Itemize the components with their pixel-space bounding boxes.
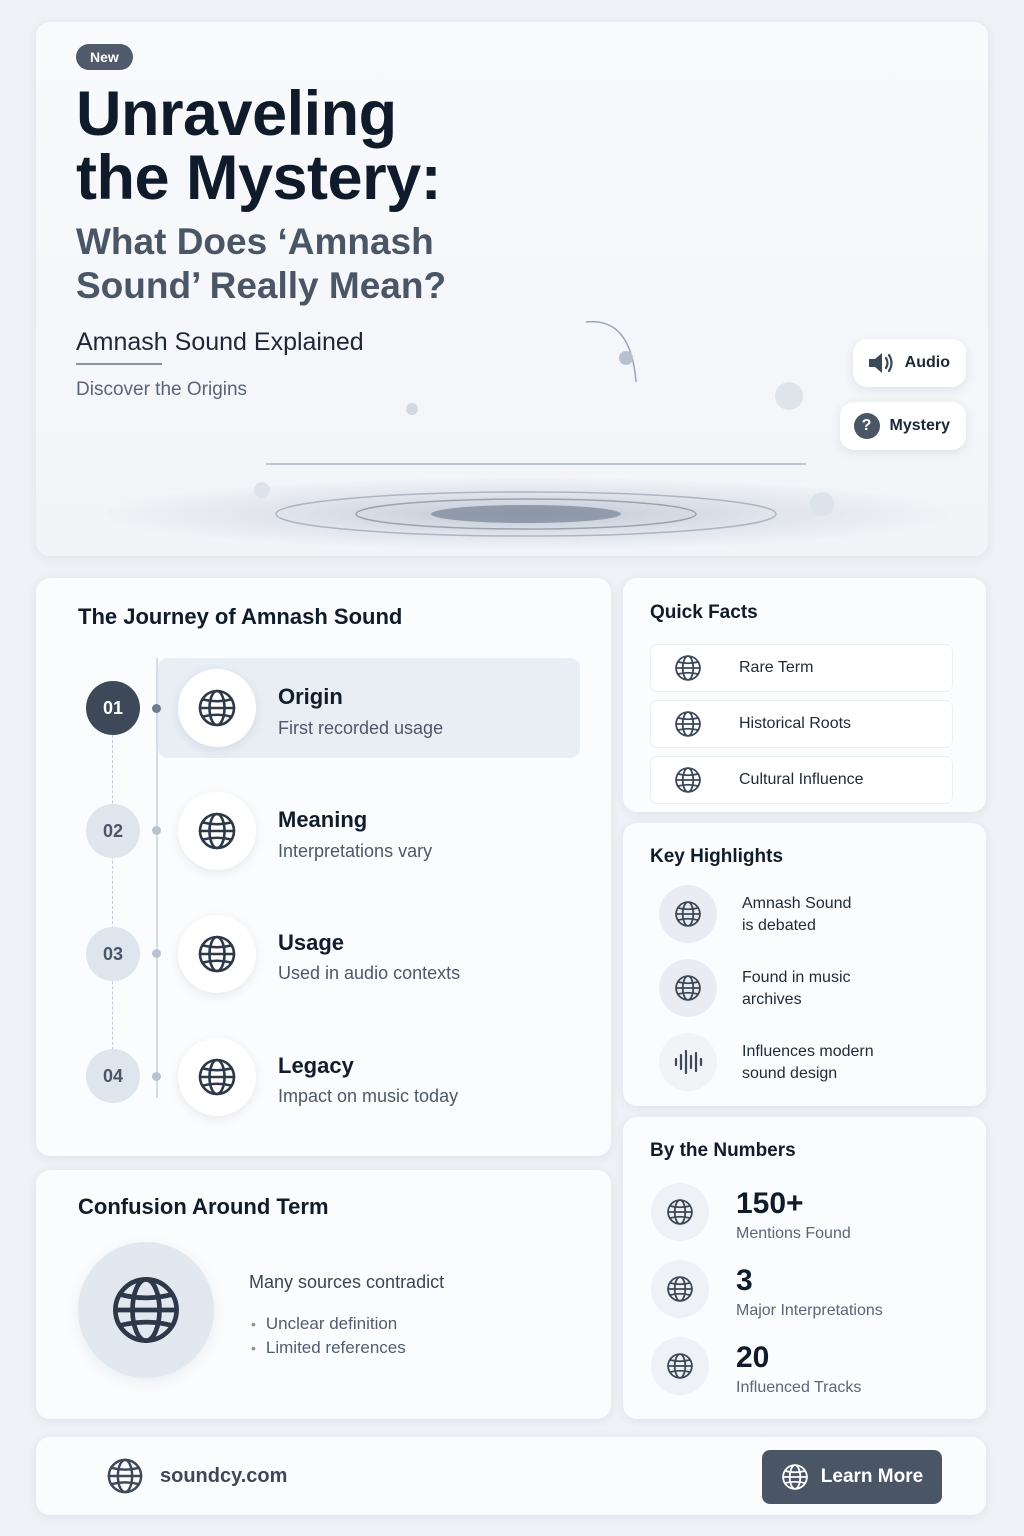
journey-card [36, 578, 611, 1156]
quick-facts-card [623, 578, 986, 812]
globe-icon [781, 1463, 809, 1491]
highlight-item [653, 1031, 953, 1093]
step-desc-meaning: Interpretations vary [278, 841, 433, 861]
new-badge: New [76, 44, 133, 70]
highlight-line: Found in music [742, 969, 851, 986]
highlight-line: Amnash Sound [742, 895, 852, 912]
globe-icon [178, 1038, 256, 1116]
step-desc-legacy: Impact on music today [278, 1086, 459, 1106]
page-title [76, 79, 442, 213]
step-title-meaning: Meaning [278, 807, 368, 832]
quick-facts-title: Quick Facts [650, 602, 758, 623]
fact-item[interactable] [650, 700, 953, 748]
globe-icon [659, 959, 717, 1017]
step-number-04[interactable]: 04 [86, 1049, 140, 1103]
confusion-heading: Many sources contradict [249, 1272, 445, 1292]
list-item: • Limited references [251, 1336, 406, 1360]
step-title-origin: Origin [278, 684, 343, 709]
confusion-title: Confusion Around Term [78, 1194, 329, 1219]
learn-more-button[interactable] [762, 1450, 942, 1504]
soundwave-icon [659, 1033, 717, 1091]
list-item: • Unclear definition [251, 1312, 406, 1336]
globe-icon [178, 669, 256, 747]
highlight-line: archives [742, 991, 802, 1008]
speaker-icon [867, 351, 895, 375]
learn-more-label: Learn More [820, 1466, 924, 1487]
step-title-legacy: Legacy [278, 1053, 354, 1078]
explained-heading: Amnash Sound Explained [76, 328, 364, 356]
subtitle-line-2: Sound’ Really Mean? [76, 265, 447, 306]
globe-icon [669, 705, 707, 743]
hero-card [36, 22, 988, 556]
globe-icon [659, 885, 717, 943]
highlight-text [742, 1041, 942, 1085]
title-line-2: the Mystery: [76, 143, 442, 213]
globe-icon [106, 1457, 144, 1495]
audio-tag[interactable] [853, 339, 966, 387]
journey-title: The Journey of Amnash Sound [78, 604, 403, 629]
highlight-text [742, 967, 942, 1011]
confusion-list [251, 1312, 406, 1360]
globe-icon [651, 1183, 709, 1241]
footer-bar [36, 1437, 986, 1515]
highlight-line: is debated [742, 917, 816, 934]
step-number-01[interactable]: 01 [86, 681, 140, 735]
fact-item[interactable] [650, 756, 953, 804]
site-url: soundcy.com [160, 1464, 288, 1487]
site-link[interactable] [106, 1457, 287, 1495]
mystery-tag-label: Mystery [889, 417, 950, 434]
globe-icon [669, 761, 707, 799]
fact-item[interactable] [650, 644, 953, 692]
key-highlights-card [623, 823, 986, 1106]
divider [76, 363, 162, 365]
timeline-connector [112, 735, 113, 1095]
timeline-dot [152, 704, 161, 713]
fact-label: Historical Roots [739, 715, 852, 732]
globe-icon [669, 649, 707, 687]
stat-value: 150+ [736, 1187, 804, 1220]
confusion-card [36, 1170, 611, 1419]
stat-label: Mentions Found [736, 1225, 851, 1242]
highlight-text [742, 893, 942, 937]
question-icon: ? [854, 413, 880, 439]
stat-label: Influenced Tracks [736, 1379, 862, 1396]
step-desc-usage: Used in audio contexts [278, 963, 461, 983]
globe-icon [178, 792, 256, 870]
step-title-usage: Usage [278, 930, 345, 955]
page-subtitle [76, 220, 446, 308]
fact-label: Rare Term [739, 659, 814, 676]
highlight-line: Influences modern [742, 1043, 874, 1060]
numbers-card [623, 1117, 986, 1419]
step-number-02[interactable]: 02 [86, 804, 140, 858]
title-line-1: Unraveling [76, 79, 397, 149]
timeline-dot [152, 1072, 161, 1081]
highlight-line: sound design [742, 1065, 838, 1082]
fact-label: Cultural Influence [739, 771, 864, 788]
subtitle-line-1: What Does ‘Amnash [76, 221, 434, 262]
globe-icon [78, 1242, 214, 1378]
globe-icon [651, 1260, 709, 1318]
audio-tag-label: Audio [904, 354, 950, 371]
step-desc-origin: First recorded usage [278, 718, 444, 738]
stat-label: Major Interpretations [736, 1302, 883, 1319]
highlight-item [653, 957, 953, 1019]
highlight-item [653, 883, 953, 945]
step-number-03[interactable]: 03 [86, 927, 140, 981]
timeline-dot [152, 949, 161, 958]
globe-icon [651, 1337, 709, 1395]
stat-value: 3 [736, 1264, 753, 1297]
globe-icon [178, 915, 256, 993]
discover-text: Discover the Origins [76, 379, 248, 400]
stat-value: 20 [736, 1341, 770, 1374]
timeline-dot [152, 826, 161, 835]
numbers-title: By the Numbers [650, 1140, 796, 1161]
mystery-tag[interactable] [840, 402, 966, 450]
key-highlights-title: Key Highlights [650, 846, 784, 867]
